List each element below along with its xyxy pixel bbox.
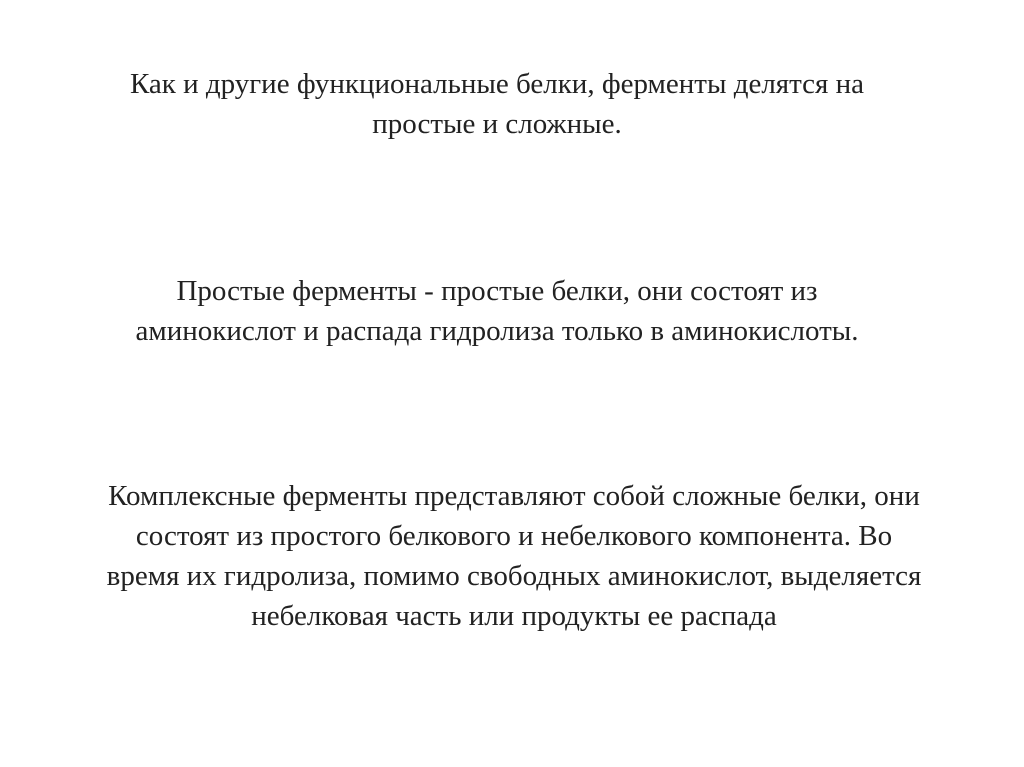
paragraph-intro-line-1: Как и другие функциональные белки, ферменты делятся на — [129, 68, 865, 100]
paragraph-intro — [0, 64, 1024, 144]
paragraph-complex-enzymes-line-2: состоят из простого белкового и небелкового компонента. Во — [135, 520, 893, 552]
paragraph-simple-enzymes — [0, 271, 1024, 351]
paragraph-complex-enzymes-line-4: небелковая часть или продукты ее распада — [251, 600, 777, 632]
paragraph-complex-enzymes-line-1: Комплексные ферменты представляют собой сложные белки, они — [108, 480, 920, 512]
paragraph-complex-enzymes-line-3: время их гидролиза, помимо свободных аминокислот, выделяется — [106, 560, 922, 592]
paragraph-simple-enzymes-line-2: аминокислот и распада гидролиза только в аминокислоты. — [135, 315, 859, 347]
paragraph-complex-enzymes — [0, 476, 1024, 636]
paragraph-simple-enzymes-line-1: Простые ферменты - простые белки, они состоят из — [176, 275, 818, 307]
paragraph-intro-line-2: простые и сложные. — [372, 108, 622, 140]
